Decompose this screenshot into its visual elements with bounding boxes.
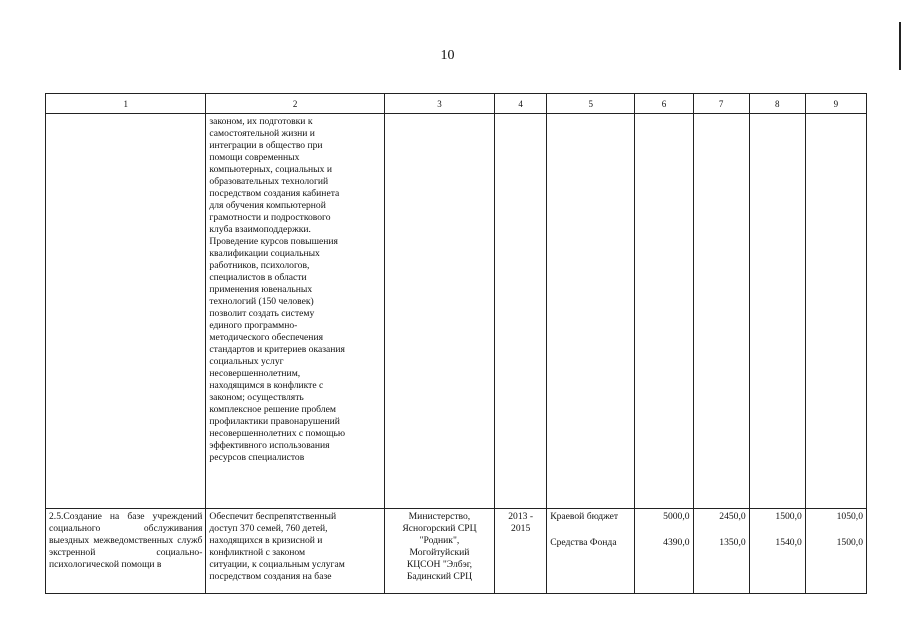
continued-cell-9 [805,114,866,509]
amount-value: 1350,0 [719,537,746,548]
row-2-5-executors-text: Министерство, Ясногорский СРЦ "Родник", Могойтуйский КЦСОН "Элбэг, Бадинский СРЦ [402,511,477,582]
program-table [45,93,867,594]
row-2-5-sources [547,509,635,594]
row-2-5-result-text: Обеспечит беспрепятственный доступ 370 семей, 760 детей, находящихся в кризисной и конфликтной с законом ситуации, к социальным услугам посредством создания на базе [209,511,345,582]
header-col-7: 7 [693,94,749,114]
header-col-8: 8 [749,94,805,114]
amount-value: 2450,0 [719,511,746,522]
header-col-1: 1 [46,94,206,114]
scan-edge-mark [899,22,901,70]
header-row [46,94,867,114]
header-col-6: 6 [635,94,693,114]
amount-value: 1500,0 [775,511,802,522]
continued-row [46,114,867,509]
continued-cell-4 [495,114,547,509]
continued-cell-1 [46,114,206,509]
row-2-5-col8 [749,509,805,594]
row-2-5 [46,509,867,594]
continued-cell-8 [749,114,805,509]
header-col-5: 5 [547,94,635,114]
row-2-5-activity [46,509,206,594]
funding-source-fund: Средства Фонда [550,537,617,548]
row-2-5-period [495,509,547,594]
continued-cell-7 [693,114,749,509]
amount-value: 4390,0 [663,537,690,548]
continued-description: законом, их подготовки к самостоятельной жизни и интеграции в общество при помощи современных компьютерных, социальных и образовательных технологий посредством создания кабинета для обучения компьютерной грамотности и подросткового клуба взаимоподдержки. Проведение курсов повышения квалификации социальных работников, психологов, специалистов в области применения ювенальных технологий (150 человек) позволит создать систему единого программно- методического обеспечения стандартов и критериев оказания социальных услуг несовершеннолетним, находящимся в конфликте с законом; осуществлять комплексное решение проблем профилактики правонарушений несовершеннолетних с помощью эффективного использования ресурсов специалистов [209,116,346,463]
page-number: 10 [440,48,455,63]
amount-value: 1050,0 [836,511,863,522]
row-2-5-col9 [805,509,866,594]
header-col-9: 9 [805,94,866,114]
header-col-2: 2 [206,94,384,114]
row-2-5-result [206,509,384,594]
funding-source-regional: Краевой бюджет [550,511,619,522]
amount-value: 5000,0 [663,511,690,522]
continued-cell-3 [384,114,494,509]
row-2-5-executors [384,509,494,594]
amount-value: 1540,0 [775,537,802,548]
header-col-4: 4 [495,94,547,114]
row-2-5-activity-text: 2.5.Создание на базе учреждений социального обслуживания выездных межведомственных служб экстренной социально-психологической помощи в [49,511,203,570]
row-2-5-period-text: 2013 - 2015 [508,511,534,534]
row-2-5-col7 [693,509,749,594]
continued-cell-2 [206,114,384,509]
amount-value: 1500,0 [836,537,863,548]
header-col-3: 3 [384,94,494,114]
row-2-5-col6 [635,509,693,594]
continued-cell-5 [547,114,635,509]
continued-cell-6 [635,114,693,509]
